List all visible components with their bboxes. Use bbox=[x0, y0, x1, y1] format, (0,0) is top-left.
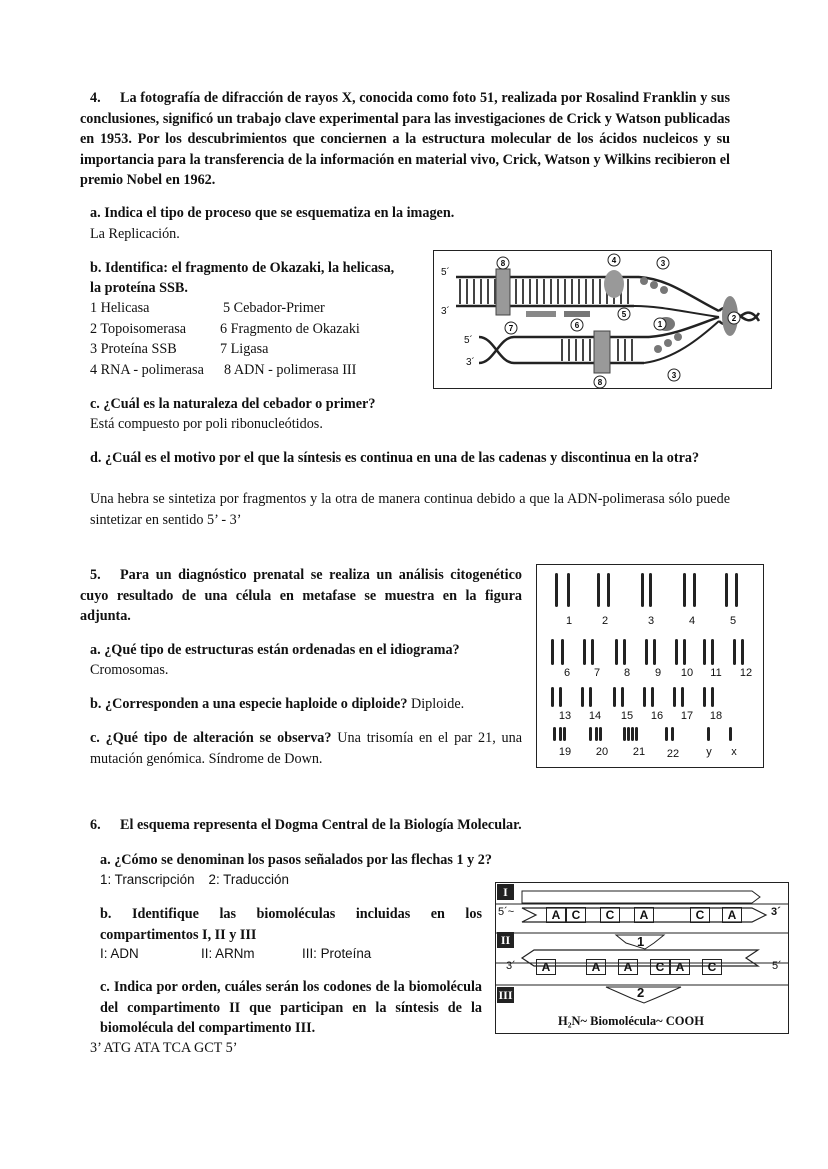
chromosome bbox=[613, 687, 616, 707]
legend-item: 8 ADN - polimerasa III bbox=[224, 361, 357, 378]
base: A bbox=[634, 907, 654, 923]
compartment-III-label: III bbox=[498, 988, 513, 1002]
chromosome bbox=[631, 727, 634, 741]
q4-d-question: d. ¿Cuál es el motivo por el que la síntesis es continua en una de las cadenas y discontinua en la otra? bbox=[90, 450, 700, 466]
chromosome bbox=[615, 639, 618, 665]
compartment-II-label: II bbox=[497, 932, 514, 948]
base: C bbox=[702, 959, 722, 975]
compartment-I-label: I bbox=[497, 884, 514, 900]
strand2-start-label: 3´ bbox=[506, 960, 516, 972]
chromosome bbox=[643, 687, 646, 707]
chromosome bbox=[635, 727, 638, 741]
chromosome bbox=[673, 687, 676, 707]
chromosome bbox=[651, 687, 654, 707]
q6-b-answer-III: III: Proteína bbox=[302, 946, 372, 961]
q6-a-question: a. ¿Cómo se denominan los pasos señalados por las flechas 1 y 2? bbox=[100, 852, 492, 868]
base: A bbox=[722, 907, 742, 923]
q4-b-question-line1: b. Identifica: el fragmento de Okazaki, la helicasa, bbox=[90, 260, 395, 276]
chromosome bbox=[683, 573, 686, 607]
question-5-number: 5. bbox=[90, 567, 101, 583]
chromosome bbox=[595, 727, 598, 741]
q5-c bbox=[90, 728, 522, 769]
strand-5-prime-label: 5´ bbox=[441, 267, 450, 278]
central-dogma-shapes bbox=[496, 883, 788, 1033]
arrow-2-label: 2 bbox=[637, 985, 645, 1000]
karyotype-label: 16 bbox=[650, 710, 664, 722]
karyotype-label: x bbox=[731, 746, 737, 758]
karyotype-figure bbox=[536, 564, 764, 768]
chromosome bbox=[693, 573, 696, 607]
strand-3-prime-label: 3´ bbox=[441, 306, 450, 317]
q5-c-answer: Una trisomía en el par 21, una mutación genómica. Síndrome de Down. bbox=[90, 730, 523, 767]
karyotype-label: 22 bbox=[666, 748, 680, 760]
strand2-end-label: 5´ bbox=[772, 960, 782, 972]
legend-item: 3 Proteína SSB bbox=[90, 341, 177, 357]
karyotype-label: 13 bbox=[558, 710, 572, 722]
karyotype-label: 14 bbox=[588, 710, 602, 722]
q6-b-question: b. Identifique las biomoléculas incluidas en los compartimentos I, II y III bbox=[100, 906, 482, 943]
chromosome bbox=[729, 727, 732, 741]
karyotype-label: 1 bbox=[565, 615, 573, 627]
question-6-number: 6. bbox=[90, 817, 101, 833]
chromosome bbox=[665, 727, 668, 741]
svg-text:3: 3 bbox=[660, 259, 666, 268]
chromosome bbox=[623, 727, 626, 741]
karyotype-label: 15 bbox=[620, 710, 634, 722]
svg-text:2: 2 bbox=[731, 314, 737, 323]
lower-5-prime-label: 5´ bbox=[464, 335, 473, 346]
base: A bbox=[586, 959, 606, 975]
svg-text:7: 7 bbox=[508, 324, 514, 333]
strand1-end-label: 3´ bbox=[771, 906, 781, 918]
chromosome bbox=[711, 687, 714, 707]
question-5-intro bbox=[80, 565, 522, 627]
karyotype-label: 11 bbox=[710, 667, 722, 679]
q6-b-answers bbox=[100, 944, 371, 965]
chromosome bbox=[553, 727, 556, 741]
chromosome bbox=[641, 573, 644, 607]
question-6-intro bbox=[80, 815, 730, 836]
chromosome bbox=[741, 639, 744, 665]
chromosome bbox=[733, 639, 736, 665]
q6-a-answers bbox=[100, 870, 289, 891]
karyotype-label: 20 bbox=[595, 746, 609, 758]
q4-legend bbox=[90, 298, 420, 380]
legend-item: 7 Ligasa bbox=[220, 341, 269, 357]
question-4-number: 4. bbox=[90, 90, 101, 106]
question-4-intro bbox=[80, 88, 730, 191]
chromosome bbox=[597, 573, 600, 607]
karyotype-label: 8 bbox=[623, 667, 631, 679]
karyotype-label: 4 bbox=[688, 615, 696, 627]
q4-c-question: c. ¿Cuál es la naturaleza del cebador o primer? bbox=[90, 396, 376, 412]
chromosome bbox=[675, 639, 678, 665]
base: A bbox=[618, 959, 638, 975]
chromosome bbox=[559, 687, 562, 707]
q6-a-answer-1: 1: Transcripción bbox=[100, 872, 195, 887]
legend-item: 5 Cebador-Primer bbox=[223, 300, 325, 316]
strand2-bases bbox=[536, 959, 722, 975]
chromosome bbox=[555, 573, 558, 607]
svg-text:4: 4 bbox=[611, 256, 617, 265]
base: C bbox=[566, 907, 586, 923]
karyotype-label: 12 bbox=[739, 667, 753, 679]
q4-d-answer: Una hebra se sintetiza por fragmentos y la otra de manera continua debido a que la ADN-polimerasa sólo puede sintetizar en sentido 5’ - 3’ bbox=[90, 491, 730, 528]
chromosome bbox=[683, 639, 686, 665]
chromosome bbox=[621, 687, 624, 707]
chromosome bbox=[645, 639, 648, 665]
chromosome bbox=[551, 639, 554, 665]
legend-item: 2 Topoisomerasa bbox=[90, 320, 187, 337]
chromosome bbox=[703, 687, 706, 707]
replication-fork-figure bbox=[433, 250, 772, 389]
legend-row bbox=[90, 298, 420, 319]
chromosome bbox=[671, 727, 674, 741]
chromosome bbox=[599, 727, 602, 741]
q5-b-answer: Diploide. bbox=[410, 696, 465, 712]
chromosome bbox=[561, 639, 564, 665]
chromosome bbox=[681, 687, 684, 707]
chromosome bbox=[711, 639, 714, 665]
karyotype-label: 5 bbox=[729, 615, 737, 627]
q4-a-answer: La Replicación. bbox=[90, 226, 180, 242]
base: A bbox=[536, 959, 556, 975]
base: A bbox=[546, 907, 566, 923]
chromosome bbox=[591, 639, 594, 665]
central-dogma-diagram bbox=[495, 882, 789, 1034]
q4-b-question-line2: la proteína SSB. bbox=[90, 280, 188, 296]
question-5-text: Para un diagnóstico prenatal se realiza un análisis citogenético cuyo resultado de una célula en metafase se muestra en la figura adjunta. bbox=[80, 567, 522, 624]
legend-row bbox=[90, 360, 420, 381]
q5-b bbox=[90, 694, 464, 715]
svg-text:8: 8 bbox=[597, 378, 603, 387]
chromosome bbox=[567, 573, 570, 607]
karyotype-label: 17 bbox=[680, 710, 694, 722]
svg-text:8: 8 bbox=[500, 259, 506, 268]
lower-3-prime-label: 3´ bbox=[466, 357, 475, 368]
chromosome bbox=[653, 639, 656, 665]
karyotype-label: 7 bbox=[593, 667, 601, 679]
karyotype-label: 3 bbox=[647, 615, 655, 627]
replication-fork-diagram bbox=[434, 251, 771, 388]
legend-item: 4 RNA - polimerasa bbox=[90, 361, 204, 378]
question-6-text: El esquema representa el Dogma Central de la Biología Molecular. bbox=[120, 817, 522, 833]
svg-text:1: 1 bbox=[657, 320, 663, 329]
q5-c-question: c. ¿Qué tipo de alteración se observa? bbox=[90, 730, 332, 746]
chromosome bbox=[581, 687, 584, 707]
q6-c-question: c. Indica por orden, cuáles serán los codones de la biomolécula del compartimento II que participan en la síntesis de la biomolécula del compartimento III. bbox=[100, 979, 482, 1036]
base: A bbox=[670, 959, 690, 975]
legend-row bbox=[90, 339, 420, 360]
q6-b-answer-II: II: ARNm bbox=[201, 946, 255, 961]
chromosome bbox=[725, 573, 728, 607]
chromosome bbox=[589, 687, 592, 707]
karyotype-label: 21 bbox=[632, 746, 646, 758]
q4-a-question: a. Indica el tipo de proceso que se esquematiza en la imagen. bbox=[90, 205, 455, 221]
chromosome bbox=[703, 639, 706, 665]
strand1-start-label: 5´~ bbox=[498, 906, 515, 918]
chromosome bbox=[623, 639, 626, 665]
svg-text:5: 5 bbox=[621, 310, 627, 319]
legend-row bbox=[90, 319, 420, 340]
legend-item: 6 Fragmento de Okazaki bbox=[220, 320, 360, 337]
chromosome bbox=[559, 727, 562, 741]
chromosome bbox=[627, 727, 630, 741]
chromosome bbox=[735, 573, 738, 607]
chromosome bbox=[607, 573, 610, 607]
arrow-1-label: 1 bbox=[637, 934, 645, 949]
chromosome bbox=[649, 573, 652, 607]
svg-text:6: 6 bbox=[574, 321, 580, 330]
base: C bbox=[650, 959, 670, 975]
legend-item: 1 Helicasa bbox=[90, 300, 150, 316]
q5-a-question: a. ¿Qué tipo de estructuras están ordenadas en el idiograma? bbox=[90, 642, 460, 658]
strand1-bases bbox=[546, 907, 742, 923]
chromosome bbox=[583, 639, 586, 665]
chromosome bbox=[589, 727, 592, 741]
karyotype-label: 2 bbox=[601, 615, 609, 627]
karyotype-label: 6 bbox=[563, 667, 571, 679]
chromosome bbox=[551, 687, 554, 707]
karyotype-label: 19 bbox=[558, 746, 572, 758]
svg-text:3: 3 bbox=[671, 371, 677, 380]
chromosome bbox=[563, 727, 566, 741]
chromosome bbox=[707, 727, 710, 741]
q6-a-answer-2: 2: Traducción bbox=[208, 872, 289, 887]
base: C bbox=[600, 907, 620, 923]
product-label: H₂N~ Biomolécula~ COOH bbox=[558, 1014, 704, 1028]
karyotype-label: 18 bbox=[709, 710, 723, 722]
karyotype-label: y bbox=[706, 746, 712, 758]
base: C bbox=[690, 907, 710, 923]
q4-c-answer: Está compuesto por poli ribonucleótidos. bbox=[90, 416, 323, 432]
q5-a-answer: Cromosomas. bbox=[90, 662, 169, 678]
q6-c-answer: 3’ ATG ATA TCA GCT 5’ bbox=[90, 1040, 238, 1056]
karyotype-label: 10 bbox=[680, 667, 694, 679]
karyotype-label: 9 bbox=[654, 667, 662, 679]
question-4-text: La fotografía de difracción de rayos X, conocida como foto 51, realizada por Rosalind Franklin y sus conclusiones, significó un trabajo clave experimental para las investigaciones de Crick y Watson publicadas en 1953. Por los descubrimientos que conciernen a la estructura molecular de los ácidos nucleicos y su importancia para la transferencia de la información en material vivo, Crick, Watson y Wilkins recibieron el premio Nobel en 1962. bbox=[80, 90, 730, 188]
q6-b-answer-I: I: ADN bbox=[100, 946, 139, 961]
q5-b-question: b. ¿Corresponden a una especie haploide o diploide? bbox=[90, 696, 408, 712]
